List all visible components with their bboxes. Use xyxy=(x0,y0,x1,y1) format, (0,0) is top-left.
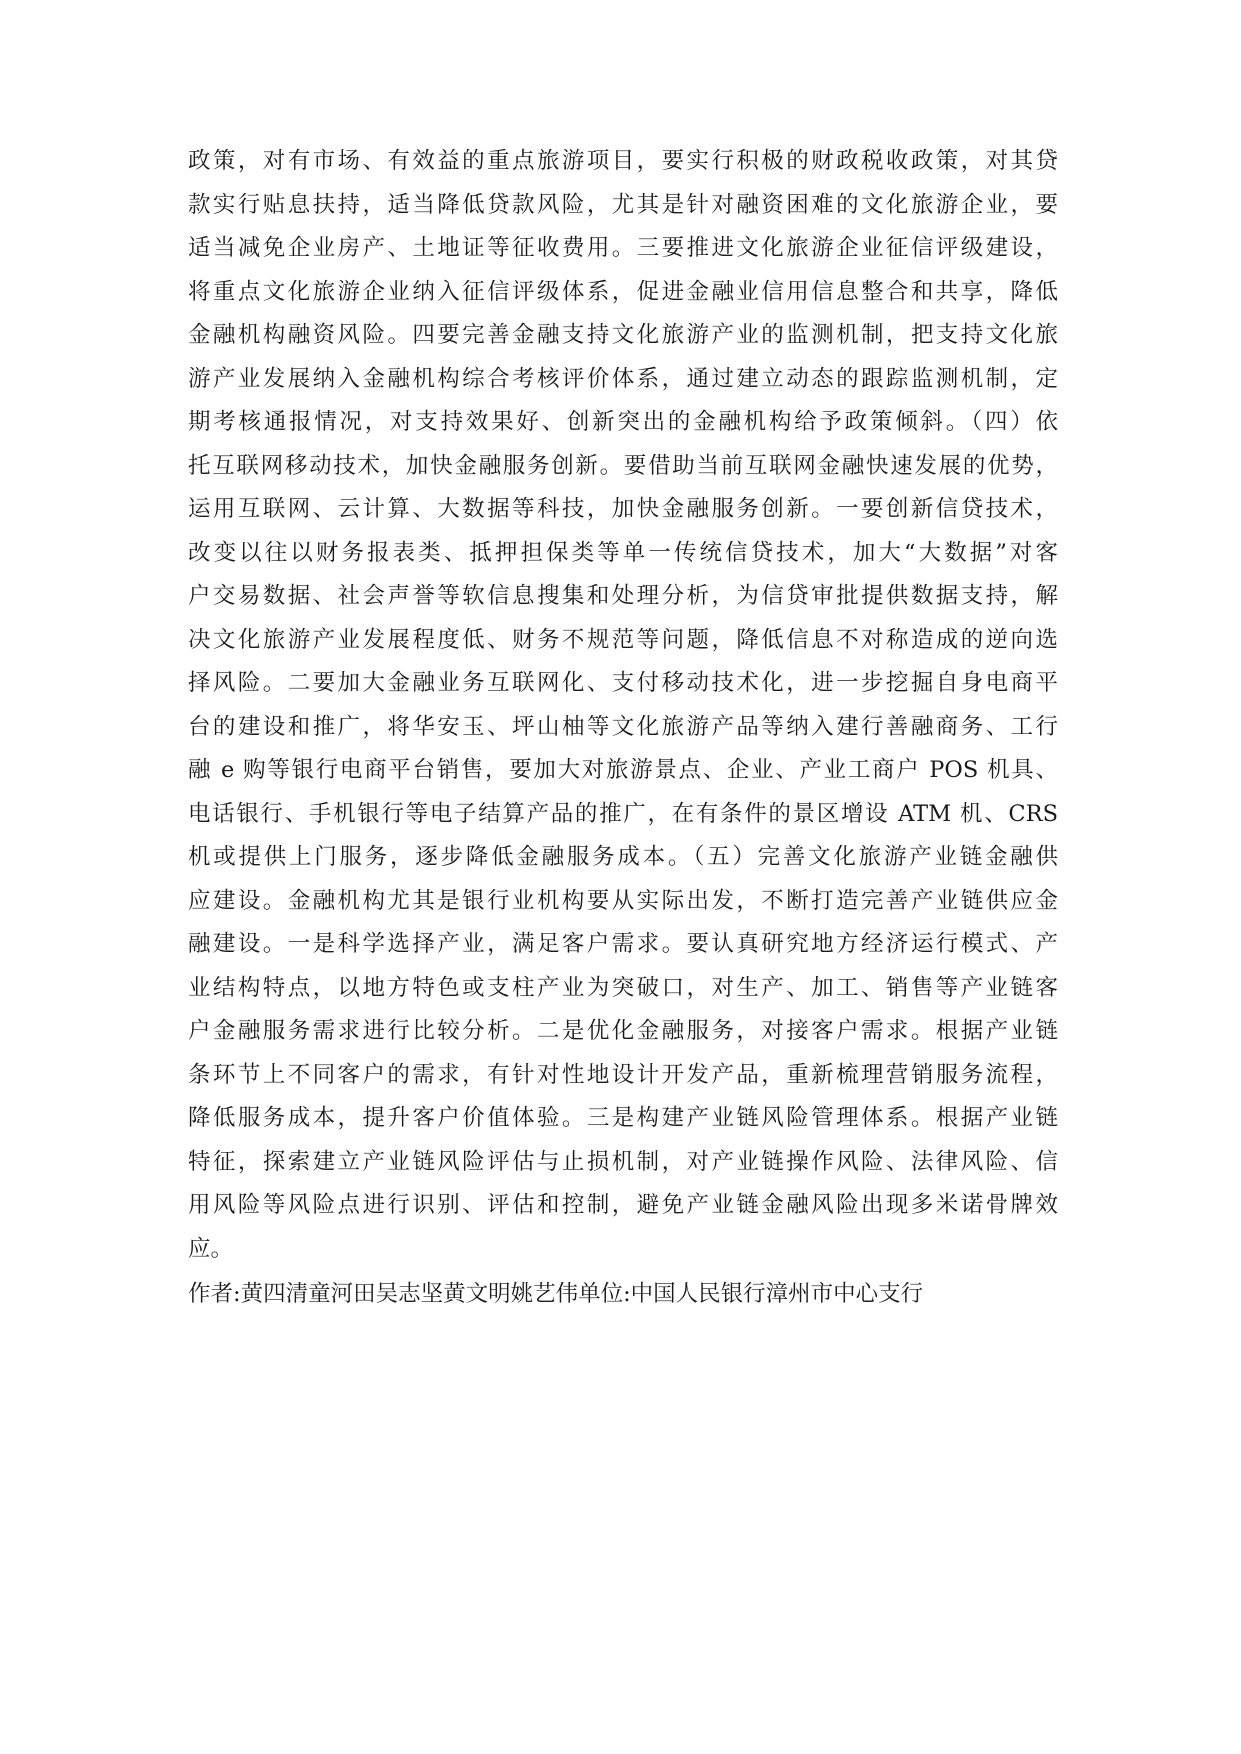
body-line: 决文化旅游产业发展程度低、财务不规范等问题，降低信息不对称造成的逆向选 xyxy=(188,626,1058,653)
body-line: 户交易数据、社会声誉等软信息搜集和处理分析，为信贷审批提供数据支持，解 xyxy=(188,583,1058,609)
body-line-last: 应。 xyxy=(188,1235,234,1262)
body-line: 游产业发展纳入金融机构综合考核评价体系，通过建立动态的跟踪监测机制，定 xyxy=(188,365,1058,392)
body-line: 机或提供上门服务，逐步降低金融服务成本。（五）完善文化旅游产业链金融供 xyxy=(188,844,1058,870)
body-line: 户金融服务需求进行比较分析。二是优化金融服务，对接客户需求。根据产业链 xyxy=(188,1018,1058,1044)
body-line: 特征，探索建立产业链风险评估与止损机制，对产业链操作风险、法律风险、信 xyxy=(188,1148,1058,1175)
body-line: 业结构特点，以地方特色或支柱产业为突破口，对生产、加工、销售等产业链客 xyxy=(188,974,1058,1001)
body-text xyxy=(188,140,1058,1317)
body-line: 电话银行、手机银行等电子结算产品的推广，在有条件的景区增设 ATM 机、CRS xyxy=(188,800,1058,827)
author-affiliation: 作者:黄四清童河田吴志坚黄文明姚艺伟单位:中国人民银行漳州市中心支行 xyxy=(188,1281,924,1307)
body-line: 条环节上不同客户的需求，有针对性地设计开发产品，重新梳理营销服务流程， xyxy=(188,1061,1058,1088)
body-line: 运用互联网、云计算、大数据等科技，加快金融服务创新。一要创新信贷技术， xyxy=(188,496,1058,522)
body-line: 将重点文化旅游企业纳入征信评级体系，促进金融业信用信息整合和共享，降低 xyxy=(188,278,1058,305)
body-line: 改变以往以财务报表类、抵押担保类等单一传统信贷技术，加大“大数据”对客 xyxy=(188,539,1058,566)
body-line: 择风险。二要加大金融业务互联网化、支付移动技术化，进一步挖掘自身电商平 xyxy=(188,670,1058,696)
body-line: 用风险等风险点进行识别、评估和控制，避免产业链金融风险出现多米诺骨牌效 xyxy=(188,1192,1058,1218)
body-line: 台的建设和推广，将华安玉、坪山柚等文化旅游产品等纳入建行善融商务、工行 xyxy=(188,713,1058,740)
body-line: 应建设。金融机构尤其是银行业机构要从实际出发，不断打造完善产业链供应金 xyxy=(188,887,1058,914)
body-line: 期考核通报情况，对支持效果好、创新突出的金融机构给予政策倾斜。（四）依 xyxy=(188,409,1058,435)
body-line: 融建设。一是科学选择产业，满足客户需求。要认真研究地方经济运行模式、产 xyxy=(188,931,1058,957)
body-line: 政策，对有市场、有效益的重点旅游项目，要实行积极的财政税收政策，对其贷 xyxy=(188,148,1058,174)
body-line: 托互联网移动技术，加快金融服务创新。要借助当前互联网金融快速发展的优势， xyxy=(188,452,1058,479)
body-line: 融 e 购等银行电商平台销售，要加大对旅游景点、企业、产业工商户 POS 机具、 xyxy=(188,757,1058,783)
body-line: 适当减免企业房产、土地证等征收费用。三要推进文化旅游企业征信评级建设， xyxy=(188,235,1058,261)
body-line: 金融机构融资风险。四要完善金融支持文化旅游产业的监测机制，把支持文化旅 xyxy=(188,322,1058,348)
body-line: 降低服务成本，提升客户价值体验。三是构建产业链风险管理体系。根据产业链 xyxy=(188,1105,1058,1131)
body-line: 款实行贴息扶持，适当降低贷款风险，尤其是针对融资困难的文化旅游企业，要 xyxy=(188,191,1058,218)
